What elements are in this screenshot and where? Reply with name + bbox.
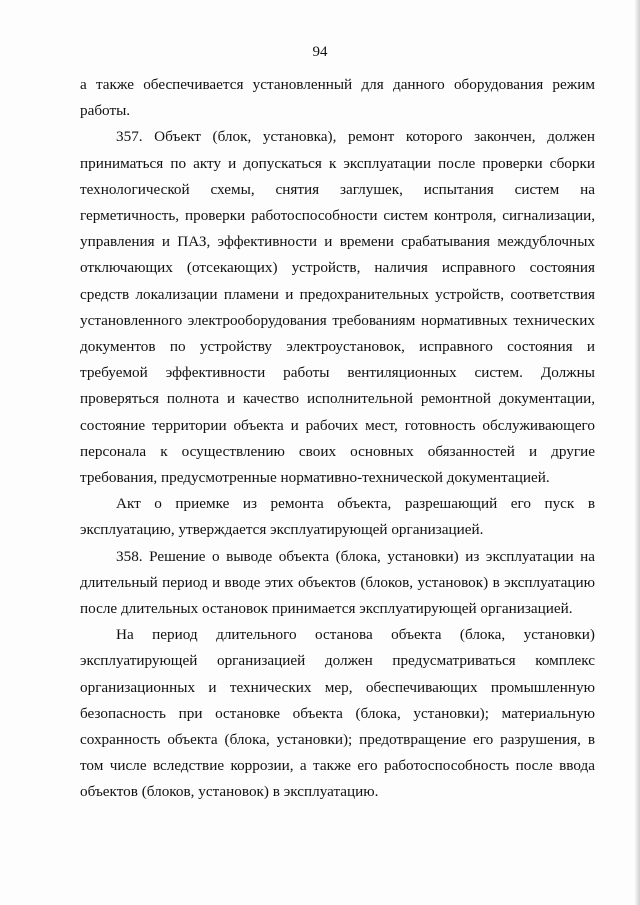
paragraph-357: 357. Объект (блок, установка), ремонт которого закончен, должен приниматься по акту и допускаться к эксплуатации после проверки сборки технологической схемы, снятия заглушек, испытания систем на герметичность, проверки работоспособности систем контроля, сигнализации, управления и ПАЗ, эффективности и времени срабатывания междублочных отключающих (отсекающих) устройств, наличия исправного состояния средств локализации пламени и предохранительных устройств, соответствия установленного электрооборудования требованиям нормативных технических документов по устройству электроустановок, исправного состояния и требуемой эффективности работы вентиляционных систем. Должны проверяться полнота и качество исполнительной ремонтной документации, состояние территории объекта и рабочих мест, готовность обслуживающего персонала к осуществлению своих основных обязанностей и другие требования, предусмотренные нормативно-технической документацией. bbox=[80, 128, 595, 487]
paragraph-act-acceptance: Акт о приемке из ремонта объекта, разрешающий его пуск в эксплуатацию, утверждается эксплуатирующей организацией. bbox=[80, 495, 595, 539]
paragraph-continuation: а также обеспечивается установленный для данного оборудования режим работы. bbox=[80, 76, 595, 120]
paragraph-358: 358. Решение о выводе объекта (блока, установки) из эксплуатации на длительный период и вводе этих объектов (блоков, установок) в эксплуатацию после длительных остановок принимается эксплуатирующей организацией. bbox=[80, 547, 595, 618]
page-number: 94 bbox=[312, 44, 328, 60]
page-edge-shadow bbox=[634, 0, 640, 905]
paragraph-long-shutdown: На период длительного останова объекта (блока, установки) эксплуатирующей организацией должен предусматриваться комплекс организационных и технических мер, обеспечивающих промышленную безопасность при остановке объекта (блока, установки); материальную сохранность объекта (блока, установки); предотвращение его разрушения, в том числе вследствие коррозии, а также его работоспособность после ввода объектов (блоков, установок) в эксплуатацию. bbox=[80, 626, 595, 801]
document-body bbox=[80, 72, 595, 806]
